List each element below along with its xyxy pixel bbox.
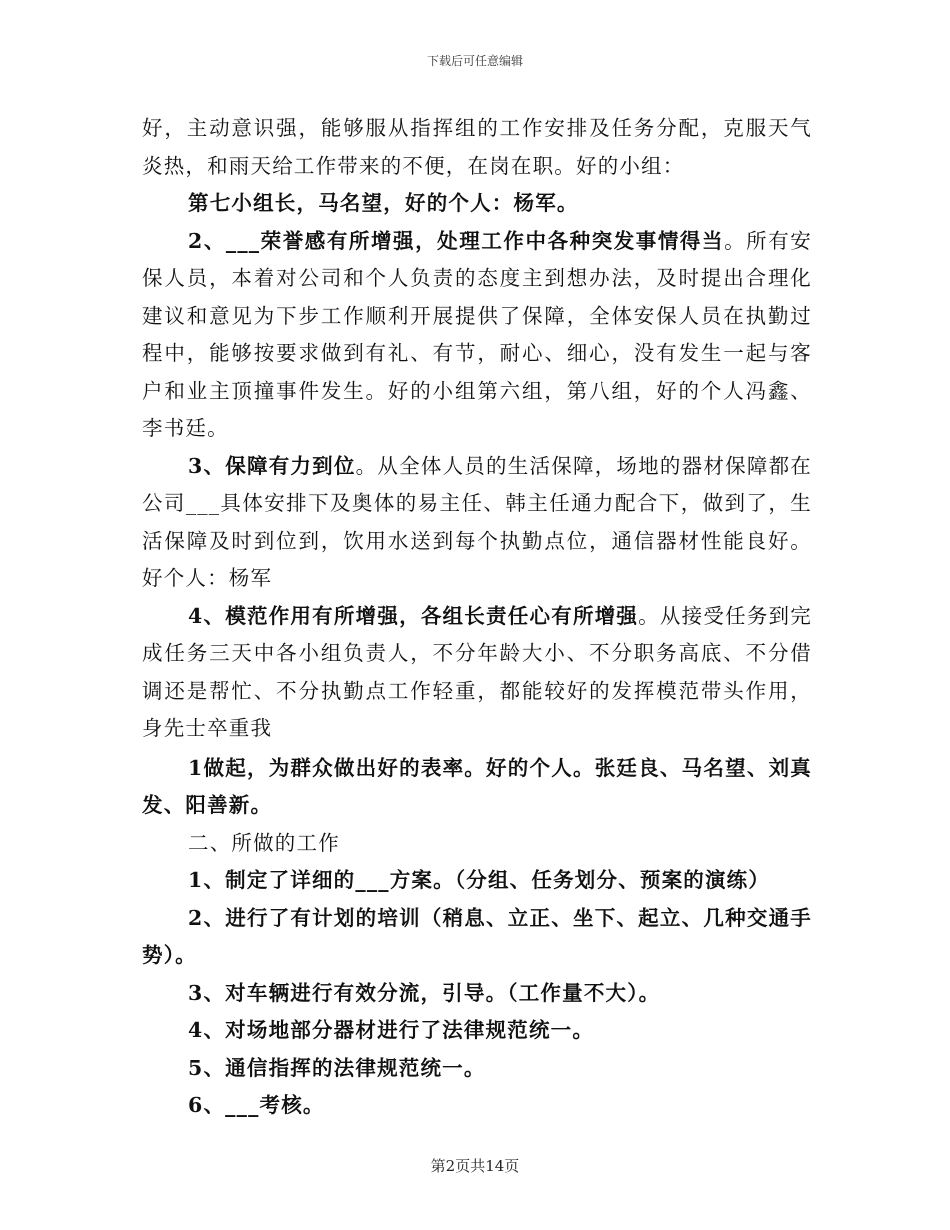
paragraph-3-heading: 2、___荣誉感有所增强，处理工作中各种突发事情得当 [188,228,725,253]
list-item-1: 1、制定了详细的___方案。（分组、任务划分、预案的演练） [188,868,771,892]
list-item-5: 5、通信指挥的法律规范统一。 [188,1055,486,1080]
paragraph-5-heading: 4、模范作用有所增强，各组长责任心有所增强 [188,603,639,628]
paragraph-4-heading: 3、保障有力到位 [188,453,356,478]
paragraph-4-text: 。从全体人员的生活保障，场地的器材保障都在公司___具体安排下及奥体的易主任、韩主任通力配合下，做到了，生活保障及时到位到，饮用水送到每个执勤点位，通信器材性能良好。好个人：杨军 [142,453,812,590]
document-body [142,110,812,1125]
paragraph-1: 好，主动意识强，能够服从指挥组的工作安排及任务分配，克服天气炎热，和雨天给工作带来的不便，在岗在职。好的小组： [142,116,812,178]
list-item-6: 6、___考核。 [188,1093,325,1117]
paragraph-3-text: 。所有安保人员，本着对公司和个人负责的态度主到想办法，及时提出合理化建议和意见为下步工作顺利开展提供了保障，全体安保人员在执勤过程中，能够按要求做到有礼、有节，耐心、细心，没有发生一起与客户和业主顶撞事件发生。好的小组第六组，第八组，好的个人冯鑫、李书廷。 [142,228,812,440]
list-item-3: 3、对车辆进行有效分流，引导。（工作量不大）。 [188,980,661,1005]
paragraph-6: 1做起，为群众做出好的表率。好的个人。张廷良、马名望、刘真发、阳善新。 [142,755,812,817]
paragraph-4 [142,448,812,598]
paragraph-3 [142,223,812,448]
paragraph-5 [142,598,812,748]
list-item-2: 2、进行了有计划的培训（稍息、立正、坐下、起立、几种交通手势）。 [142,905,812,967]
paragraph-2: 第七小组长，马名望，好的个人：杨军。 [188,191,579,215]
section-heading: 二、所做的工作 [188,830,340,855]
page-footer: 第2页共14页 [430,1157,520,1175]
paragraph-5-text: 。从接受任务到完成任务三天中各小组负责人，不分年龄大小、不分职务高底、不分借调还是帮忙、不分执勤点工作轻重，都能较好的发挥模范带头作用，身先士卒重我 [142,603,812,740]
page-header: 下载后可任意编辑 [426,54,523,68]
list-item-4: 4、对场地部分器材进行了法律规范统一。 [188,1018,595,1042]
